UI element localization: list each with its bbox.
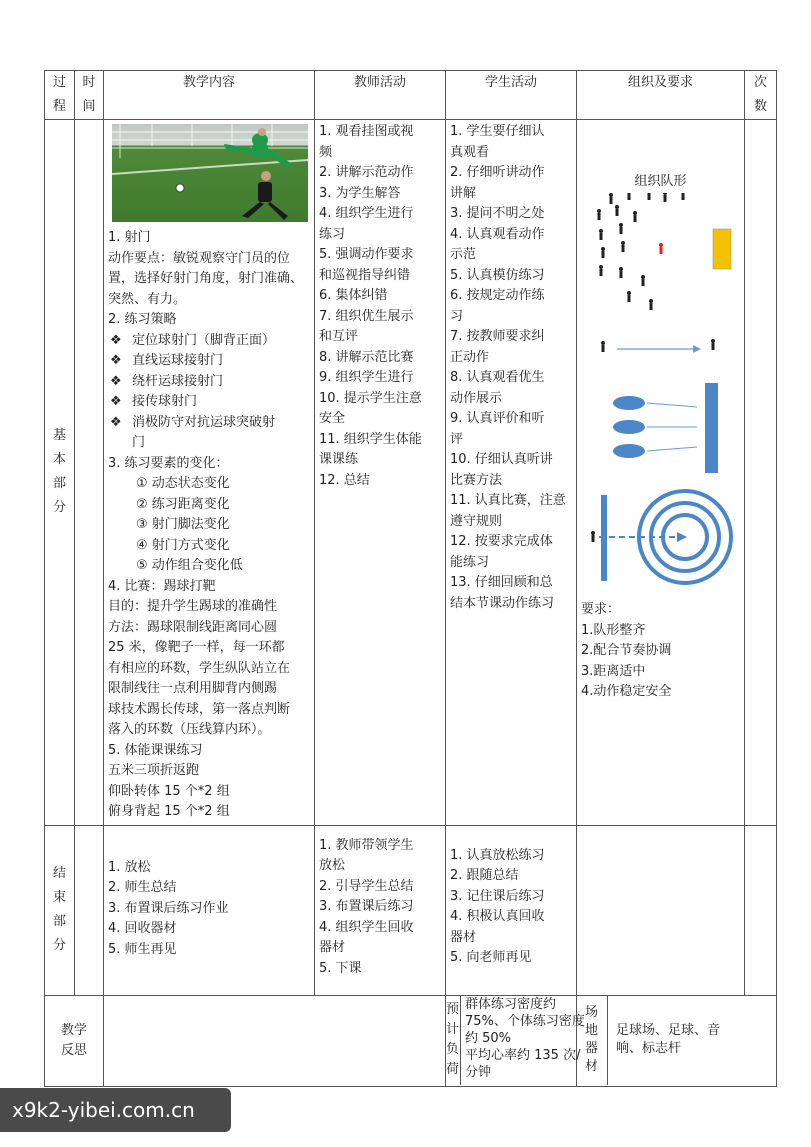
- ending-time: [75, 825, 104, 995]
- ending-content: [104, 825, 315, 995]
- content-line: ③ 射门脚法变化: [136, 517, 230, 532]
- header-student: 学生活动: [446, 71, 577, 120]
- header-teacher: 教师活动: [315, 71, 446, 120]
- watermark: x9k2-yibei.com.cn: [0, 1088, 231, 1132]
- student-activity-line: 1. 认真放松练习: [450, 847, 545, 863]
- venue-line: 足球场、足球、音: [616, 1022, 721, 1038]
- basic-student: [446, 120, 577, 826]
- student-activity-line: 习: [450, 308, 464, 324]
- student-activity-line: 6. 按规定动作练: [450, 288, 545, 303]
- header-times: 次数: [745, 71, 777, 120]
- load-line: 约 50%: [465, 1030, 512, 1046]
- teacher-activity-line: 4. 组织学生回收: [319, 919, 414, 935]
- student-activity-line: 8. 认真观看优生: [450, 370, 545, 385]
- content-line: ① 动态状态变化: [136, 476, 230, 491]
- teacher-activity-line: 和巡视指导纠错: [319, 267, 411, 283]
- content-line: ❖ 消极防守对抗运球突破射: [108, 413, 310, 434]
- student-activity-line: 真观看: [450, 144, 490, 160]
- teacher-activity-line: 和互评: [319, 329, 359, 344]
- requirements-list: [581, 621, 740, 703]
- content-line: 置，选择好射门角度，射门准确、: [108, 271, 304, 286]
- student-activity-line: 12. 按要求完成体: [450, 534, 553, 549]
- teacher-activity-line: 3. 为学生解答: [319, 185, 401, 201]
- content-line: 限制线往一点利用脚背内侧踢: [108, 681, 278, 696]
- venue-text: [608, 996, 776, 1085]
- ending-org: [577, 825, 745, 995]
- student-activity-line: 评: [450, 431, 464, 447]
- teacher-activity-line: 12. 总结: [319, 472, 370, 488]
- student-activity-line: 动作展示: [450, 390, 503, 406]
- requirement-item: 3.距离适中: [581, 663, 646, 679]
- basic-content: [104, 120, 315, 826]
- load-cell: [446, 995, 585, 1086]
- load-line: 75%、个体练习密度: [465, 1013, 585, 1029]
- student-activity-line: 2. 跟随总结: [450, 868, 519, 883]
- passing-diagram: [601, 339, 715, 353]
- teacher-activity-line: 3. 布置课后练习: [319, 899, 414, 914]
- soccer-shot-photo: [112, 124, 308, 222]
- content-line: ② 练习距离变化: [136, 496, 230, 512]
- requirements-title: 要求：: [581, 602, 621, 617]
- org-title: 组织队形: [634, 174, 687, 189]
- reflection-content: [104, 995, 446, 1086]
- content-line: ❖ 绕杆运球接射门: [108, 372, 310, 393]
- content-line: ❖ 接传球射门: [108, 392, 310, 413]
- teacher-activity-line: 课课练: [319, 452, 359, 467]
- student-activity-line: 5. 认真模仿练习: [450, 267, 545, 283]
- ending-times: [745, 825, 777, 995]
- ending-teacher: [315, 825, 446, 995]
- content-line: 5. 体能课课练习: [108, 742, 203, 758]
- student-activity-line: 9. 认真评价和听: [450, 411, 545, 426]
- header-time: 时间: [75, 71, 104, 120]
- load-line: 群体练习密度约: [465, 996, 557, 1012]
- teacher-activity-line: 5. 下课: [319, 960, 362, 976]
- teacher-activity-line: 11. 组织学生体能: [319, 431, 422, 447]
- student-activity-line: 1. 学生要仔细认: [450, 124, 545, 139]
- teacher-activity-line: 放松: [319, 858, 346, 873]
- content-line: 落入的环数（压线算内环）。: [108, 722, 271, 737]
- teacher-activity-line: 1. 观看挂图或视: [319, 124, 414, 139]
- content-line: 4. 回收器材: [108, 921, 177, 936]
- content-line: 1. 放松: [108, 859, 151, 875]
- teacher-activity-line: 4. 组织学生进行: [319, 206, 414, 221]
- content-line: 2. 练习策略: [108, 312, 177, 327]
- concentric-target-diagram: [591, 491, 731, 583]
- header-row: [45, 71, 777, 120]
- load-line: 平均心率约 135 次/: [465, 1047, 581, 1063]
- teacher-activity-line: 练习: [319, 226, 346, 242]
- basic-time: [75, 120, 104, 826]
- load-text: [461, 996, 589, 1085]
- teacher-activity-line: 安全: [319, 411, 346, 426]
- student-activity-line: 4. 积极认真回收: [450, 909, 545, 924]
- student-activity-line: 遵守规则: [450, 513, 503, 529]
- basic-label: 基本部分: [45, 120, 75, 826]
- teacher-activity-line: 1. 教师带领学生: [319, 837, 414, 853]
- ending-label: 结束部分: [45, 825, 75, 995]
- teacher-activity-line: 5. 强调动作要求: [319, 247, 414, 262]
- student-activity-line: 器材: [450, 929, 477, 945]
- header-process: 过程: [45, 71, 75, 120]
- student-activity-line: 3. 提问不明之处: [450, 206, 545, 221]
- content-line: 动作要点：敏锐观察守门员的位: [108, 250, 291, 266]
- content-line: 仰卧转体 15 个*2 组: [108, 783, 230, 799]
- target-board-diagram: [613, 383, 718, 473]
- load-label: 预计负荷: [446, 996, 461, 1085]
- student-activity-line: 能练习: [450, 554, 490, 570]
- teacher-activity-line: 器材: [319, 940, 346, 955]
- content-line: 4. 比赛：踢球打靶: [108, 578, 216, 594]
- content-line: 5. 师生再见: [108, 941, 177, 957]
- formation-diagrams: [581, 193, 741, 593]
- content-line: 25 米，像靶子一样，每一环都: [108, 640, 285, 655]
- content-line: 1. 射门: [108, 230, 151, 245]
- header-content: 教学内容: [104, 71, 315, 120]
- content-line: 3. 布置课后练习作业: [108, 900, 229, 916]
- teacher-activity-line: 6. 集体纠错: [319, 288, 388, 303]
- student-activity-line: 7. 按教师要求纠: [450, 329, 545, 344]
- footer-row: [45, 995, 777, 1086]
- basic-row: [45, 120, 777, 826]
- content-line: 3. 练习要素的变化：: [108, 455, 229, 471]
- student-activity-line: 2. 仔细听讲动作: [450, 165, 545, 180]
- teacher-activity-line: 2. 讲解示范动作: [319, 165, 414, 180]
- content-line: 门: [132, 435, 146, 450]
- student-activity-line: 结本节课动作练习: [450, 595, 555, 611]
- student-activity-line: 10. 仔细认真听讲: [450, 452, 553, 467]
- requirement-item: 2.配合节奏协调: [581, 643, 672, 658]
- content-line: 球技术踢长传球，第一落点判断: [108, 701, 291, 717]
- content-line: ⑤ 动作组合变化低: [136, 558, 243, 573]
- teacher-activity-line: 2. 引导学生总结: [319, 878, 414, 894]
- teacher-activity-line: 10. 提示学生注意: [319, 390, 422, 406]
- teacher-activity-line: 9. 组织学生进行: [319, 370, 414, 385]
- teacher-activity-line: 频: [319, 144, 333, 160]
- content-line: 五米三项折返跑: [108, 763, 200, 778]
- student-activity-line: 讲解: [450, 185, 477, 201]
- basic-content-lines: [108, 228, 310, 823]
- student-activity-line: 13. 仔细回顾和总: [450, 575, 553, 590]
- content-line: 突然、有力。: [108, 291, 187, 307]
- ending-row: [45, 825, 777, 995]
- content-line: 有相应的环数，学生纵队站立在: [108, 660, 291, 676]
- content-line: ❖ 定位球射门（脚背正面）: [108, 331, 310, 352]
- basic-teacher: [315, 120, 446, 826]
- student-activity-line: 示范: [450, 247, 477, 262]
- load-line: 分钟: [465, 1064, 492, 1080]
- student-activity-line: 比赛方法: [450, 472, 503, 488]
- teacher-activity-line: 7. 组织优生展示: [319, 308, 414, 324]
- requirement-item: 1.队形整齐: [581, 622, 646, 638]
- student-activity-line: 4. 认真观看动作: [450, 226, 545, 242]
- content-line: 目的：提升学生踢球的准确性: [108, 599, 278, 614]
- basic-times: [745, 120, 777, 826]
- header-org: 组织及要求: [577, 71, 745, 120]
- student-activity-line: 11. 认真比赛，注意: [450, 493, 566, 508]
- teacher-activity-line: 8. 讲解示范比赛: [319, 349, 414, 365]
- formation-diagram: [597, 193, 731, 310]
- student-activity-line: 正动作: [450, 349, 490, 365]
- reflection-label: 教学反思: [45, 995, 104, 1086]
- student-activity-line: 5. 向老师再见: [450, 950, 532, 965]
- venue-label: 场地器材: [577, 996, 608, 1085]
- lesson-plan-table: [44, 70, 777, 1087]
- requirement-item: 4.动作稳定安全: [581, 684, 672, 699]
- venue-cell: [577, 995, 777, 1086]
- ending-student: [446, 825, 577, 995]
- content-line: 俯身背起 15 个*2 组: [108, 804, 230, 819]
- content-line: 2. 师生总结: [108, 880, 177, 895]
- basic-org: [577, 120, 745, 826]
- content-line: 方法：踢球限制线距离同心圆: [108, 619, 278, 635]
- content-line: ❖ 直线运球接射门: [108, 351, 310, 372]
- content-line: ④ 射门方式变化: [136, 537, 230, 553]
- student-activity-line: 3. 记住课后练习: [450, 888, 545, 904]
- venue-line: 响、标志杆: [616, 1040, 682, 1056]
